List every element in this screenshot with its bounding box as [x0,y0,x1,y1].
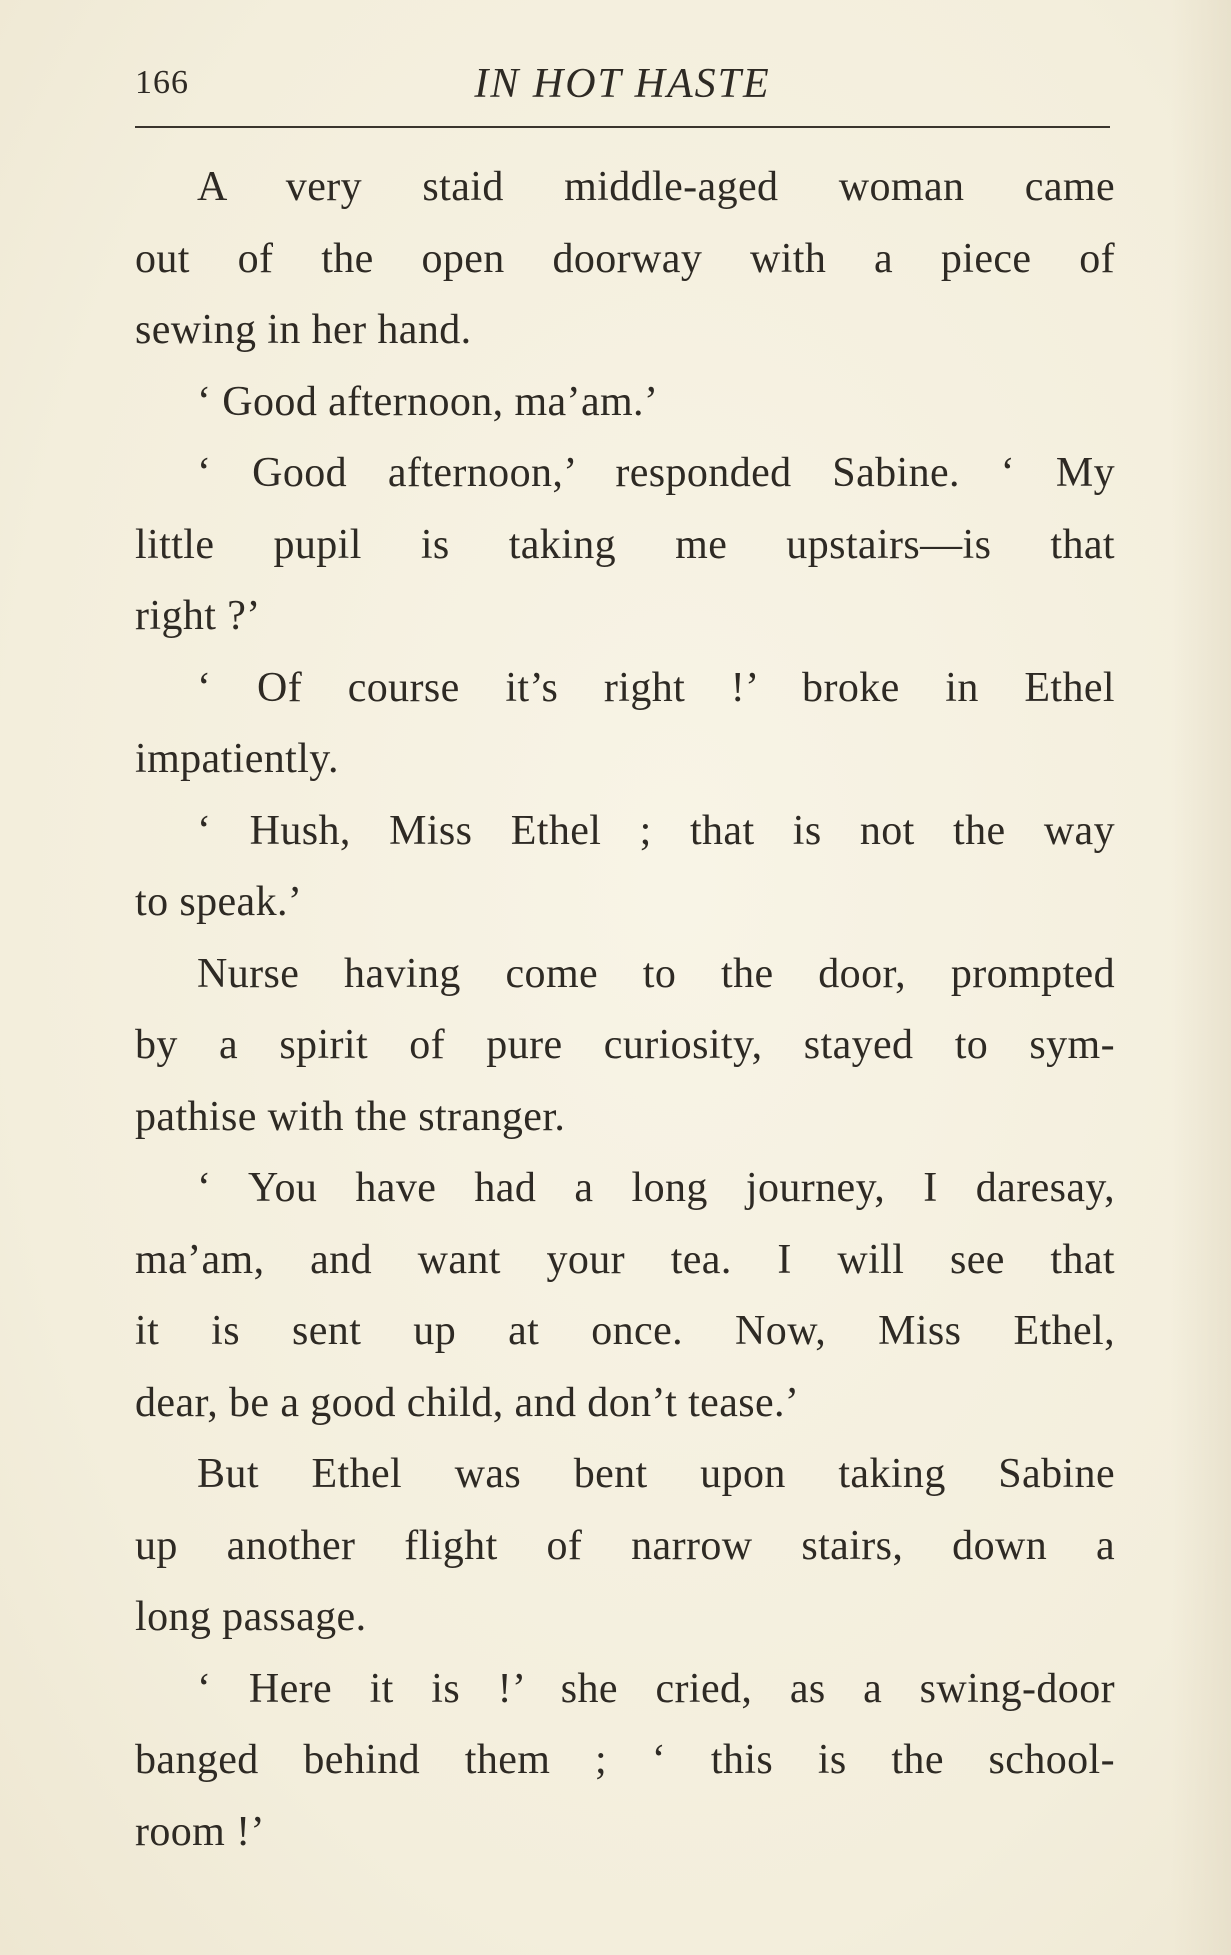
text-line: A very staid middle-aged woman came [197,164,1115,210]
text-line: long passage. [135,1594,367,1640]
text-line: dear, be a good child, and don’t tease.’ [135,1379,800,1426]
text-line: ‘ Good afternoon,’ responded Sabine. ‘ My [197,450,1115,496]
text-line: little pupil is taking me upstairs—is that [135,521,1115,568]
text-line: ‘ You have had a long journey, I daresay, [197,1165,1115,1211]
page-number: 166 [135,64,189,101]
text-line: impatiently. [135,736,339,782]
text-line: Nurse having come to the door, prompted [197,950,1115,997]
text-line: out of the open doorway with a piece of [135,235,1115,282]
header-rule [135,126,1110,128]
text-line: pathise with the stranger. [135,1093,566,1140]
page-header [135,60,1110,120]
text-line: it is sent up at once. Now, Miss Ethel, [135,1308,1115,1354]
text-line: by a spirit of pure curiosity, stayed to sym- [135,1022,1115,1068]
text-line: up another flight of narrow stairs, down a [135,1522,1115,1569]
text-line: ‘ Hush, Miss Ethel ; that is not the way [197,807,1115,854]
text-line: But Ethel was bent upon taking Sabine [197,1451,1115,1497]
text-line: ‘ Good afternoon, ma’am.’ [197,378,659,425]
text-line: ‘ Of course it’s right !’ broke in Ethel [197,664,1115,711]
text-line: to speak.’ [135,879,303,925]
text-line: ma’am, and want your tea. I will see that [135,1236,1115,1283]
text-line: right ?’ [135,593,261,639]
text-line: banged behind them ; ‘ this is the school- [135,1737,1115,1783]
page-edge-shadow [1171,0,1231,1955]
text-line: room !’ [135,1808,265,1855]
text-line: ‘ Here it is !’ she cried, as a swing-door [197,1665,1115,1712]
running-title: IN HOT HASTE [474,61,771,107]
body-text [135,152,1115,1868]
text-line: sewing in her hand. [135,307,472,353]
